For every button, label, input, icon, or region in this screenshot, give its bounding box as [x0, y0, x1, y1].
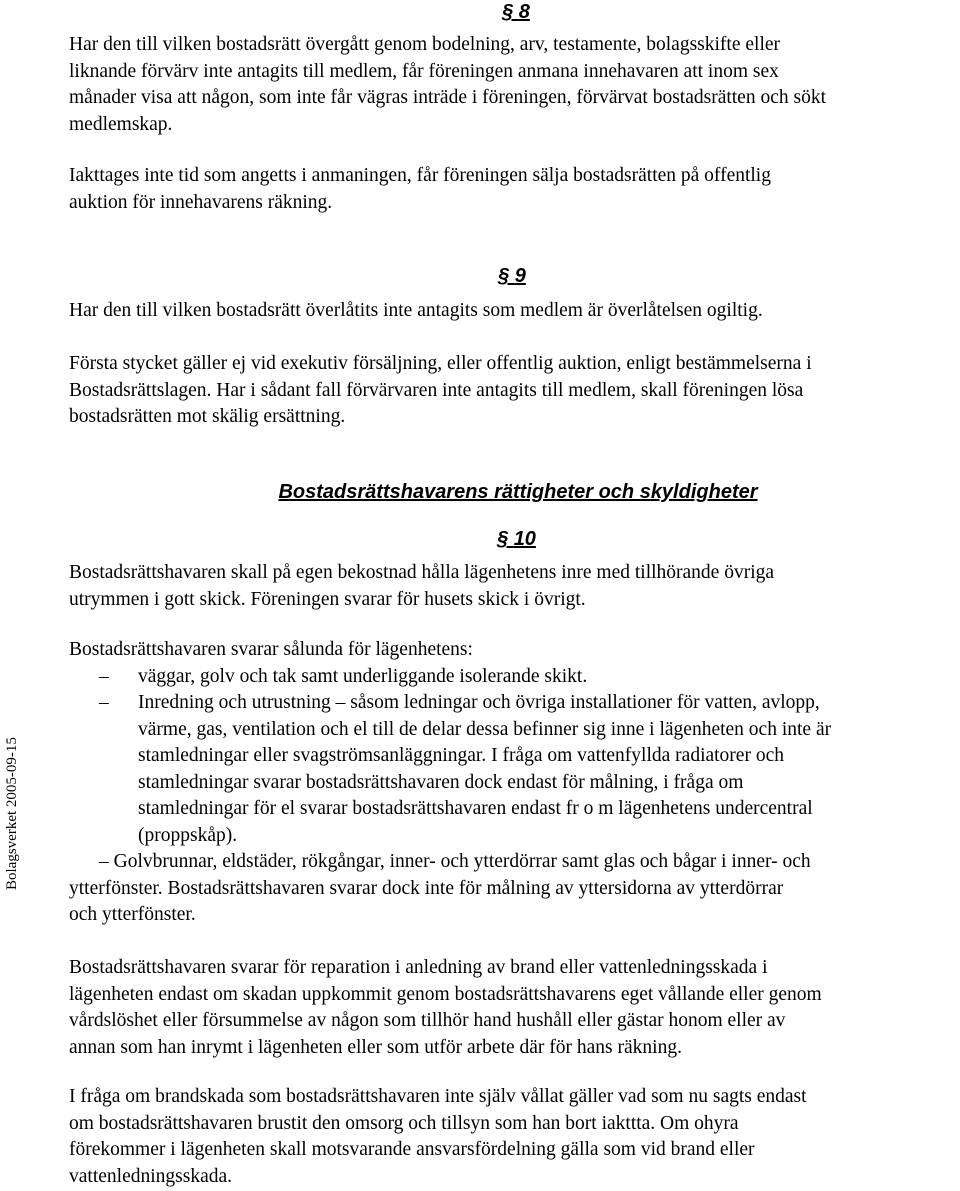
text-line: värme, gas, ventilation och el till de delar dessa befinner sig inne i lägenheten och inte är — [138, 718, 832, 740]
text-line: förekommer i lägenheten skall motsvarande ansvarsfördelning gälla som vid brand eller — [69, 1139, 755, 1160]
text-line: stamledningar för el svarar bostadsrättshavaren endast fr o m lägenhetens undercentral — [138, 798, 813, 819]
text-line: utrymmen i gott skick. Föreningen svarar för husets skick i övrigt. — [69, 588, 586, 610]
text-line: stamledningar svarar bostadsrättshavaren dock endast för målning, i fråga om — [138, 771, 744, 793]
paragraph-10-4 — [69, 1084, 929, 1190]
section-9-heading: § 9 — [498, 265, 526, 287]
text-line: bostadsrätten mot skälig ersättning. — [69, 406, 346, 427]
text-line: ytterfönster. Bostadsrättshavaren svarar dock inte för målning av yttersidorna av ytterdörrar — [69, 877, 784, 899]
text-line: liknande förvärv inte antagits till medlem, får föreningen anmana innehavaren att inom sex — [69, 60, 779, 82]
text-line: – Golvbrunnar, eldstäder, rökgångar, inner- och ytterdörrar samt glas och bågar i inner- och — [99, 851, 811, 872]
paragraph-8-1 — [69, 32, 929, 138]
text-line: Har den till vilken bostadsrätt övergått genom bodelning, arv, testamente, bolagsskifte eller — [69, 34, 781, 55]
list-item — [69, 664, 939, 691]
text-line: stamledningar eller svagströmsanläggningar. I fråga om vattenfyllda radiatorer och — [138, 745, 784, 766]
text-line: annan som han inrymt i lägenheten eller som utför arbete där för hans räkning. — [69, 1036, 682, 1058]
text-line: lägenheten endast om skadan uppkommit genom bostadsrättshavarens eget vållande eller genom — [69, 983, 822, 1005]
text-line: Bostadsrättshavaren svarar för reparation i anledning av brand eller vattenledningsskada i — [69, 957, 768, 978]
text-line: Bostadsrättslagen. Har i sådant fall förvärvaren inte antagits till medlem, skall föreningen lösa — [69, 379, 804, 401]
text-line: vårdslöshet eller försummelse av någon som tillhör hand hushåll eller gästar honom eller av — [69, 1010, 786, 1031]
paragraph-10-2 — [69, 637, 929, 664]
text-line: om bostadsrättshavaren brustit den omsorg och tillsyn som han bort iakttta. Om ohyra — [69, 1112, 739, 1134]
text-line: Har den till vilken bostadsrätt överlåtits inte antagits som medlem är överlåtelsen ogiltig. — [69, 300, 763, 321]
dash-bullet: – — [99, 666, 109, 687]
list-item — [69, 849, 939, 929]
list-item — [69, 690, 939, 849]
text-line: (proppskåp). — [138, 824, 238, 846]
dash-bullet: – — [99, 692, 109, 713]
text-line: månader visa att någon, som inte får vägras inträde i föreningen, förvärvat bostadsrätten och sökt — [69, 87, 826, 108]
section-9-number: 9 — [514, 265, 526, 287]
sidebar-date-stamp: Bolagsverket 2005-09-15 — [4, 737, 20, 890]
text-line: auktion för innehavarens räkning. — [69, 191, 333, 213]
text-line: Inredning och utrustning – såsom ledningar och övriga installationer för vatten, avlopp, — [138, 692, 820, 713]
paragraph-9-1 — [69, 298, 929, 325]
text-line: vattenledningsskada. — [69, 1165, 232, 1187]
text-line: Bostadsrättshavaren skall på egen bekostnad hålla lägenhetens inre med tillhörande övriga — [69, 562, 775, 583]
chapter-heading: Bostadsrättshavarens rättigheter och skyldigheter — [278, 481, 758, 503]
paragraph-9-2 — [69, 351, 929, 431]
text-line: och ytterfönster. — [69, 904, 196, 925]
text-line: I fråga om brandskada som bostadsrättshavaren inte själv vållat gäller vad som nu sagts endast — [69, 1086, 807, 1107]
section-8-number: 8 — [518, 1, 530, 23]
paragraph-10-1 — [69, 560, 929, 613]
paragraph-10-3 — [69, 955, 929, 1061]
section-10-heading: § 10 — [497, 528, 536, 550]
text-line: medlemskap. — [69, 113, 173, 135]
text-line: väggar, golv och tak samt underliggande isolerande skikt. — [138, 666, 588, 687]
text-line: Iakttages inte tid som angetts i anmaningen, får föreningen sälja bostadsrätten på offentlig — [69, 165, 771, 186]
paragraph-8-2 — [69, 163, 929, 216]
text-line: Bostadsrättshavaren svarar sålunda för lägenhetens: — [69, 639, 473, 660]
text-line: Första stycket gäller ej vid exekutiv försäljning, eller offentlig auktion, enligt bestämmelserna i — [69, 353, 812, 374]
section-10-number: 10 — [513, 528, 536, 550]
section-8-heading: § 8 — [502, 1, 530, 23]
